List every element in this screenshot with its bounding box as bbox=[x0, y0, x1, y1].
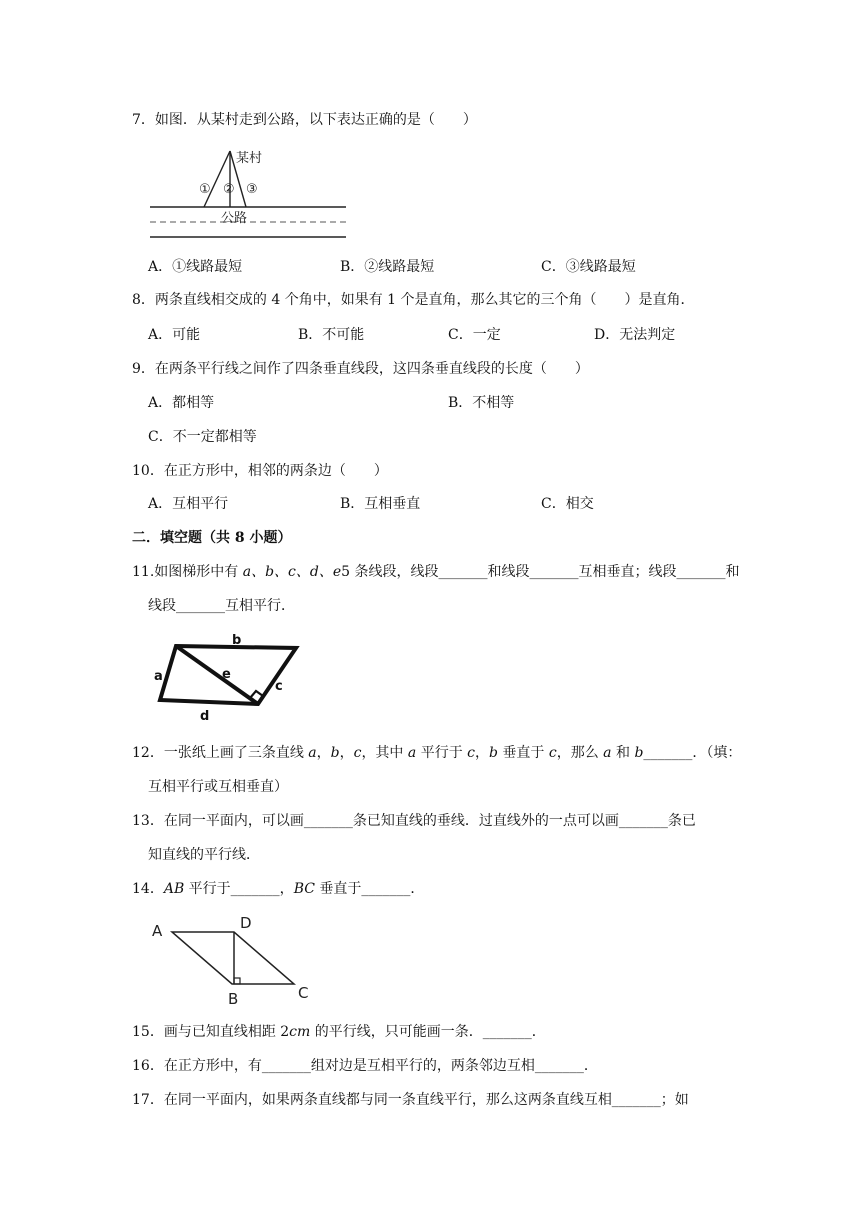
segment-b-label: b bbox=[232, 633, 242, 648]
q7-figure bbox=[148, 145, 348, 243]
village-label: 某村 bbox=[236, 151, 263, 166]
road-label: 公路 bbox=[221, 211, 248, 226]
segment-a-label: a bbox=[154, 669, 163, 684]
q13-line1: 13．在同一平面内，可以画_______条已知直线的垂线．过直线外的一点可以画_______条已 bbox=[132, 813, 696, 829]
q8-option-b: B．不可能 bbox=[298, 327, 365, 343]
q14-segment-ab: AB bbox=[163, 881, 185, 897]
q12-text: ，那么 bbox=[556, 745, 604, 761]
q8-option-a: A．可能 bbox=[148, 327, 201, 343]
q12-var: c bbox=[548, 745, 557, 761]
q14-stem bbox=[132, 879, 424, 899]
q16-stem: 16．在正方形中，有_______组对边是互相平行的，两条邻边互相_______． bbox=[132, 1058, 598, 1074]
q10-option-c: C．相交 bbox=[541, 496, 594, 512]
route-3-label: ③ bbox=[246, 182, 258, 197]
q17-stem: 17．在同一平面内，如果两条直线都与同一条直线平行，那么这两条直线互相_______；如 bbox=[132, 1092, 689, 1108]
q11-line1 bbox=[132, 562, 739, 582]
q10-stem: 10．在正方形中，相邻的两条边（ ） bbox=[132, 463, 388, 479]
q14-parallelogram-figure bbox=[148, 912, 318, 1008]
q11-text-2: 5 条线段，线段_______和线段_______互相垂直；线段_______和 bbox=[341, 564, 740, 580]
q8-stem: 8．两条直线相交成的 4 个角中，如果有 1 个是直角，那么其它的三个角（ ）是直角． bbox=[132, 292, 695, 308]
q10-option-a: A．互相平行 bbox=[148, 496, 229, 512]
q15-text: 15．画与已知直线相距 2 bbox=[132, 1024, 290, 1040]
q12-var: a bbox=[308, 745, 317, 761]
q12-var: c bbox=[353, 745, 362, 761]
q12-text: ，其中 bbox=[361, 745, 408, 761]
vertex-b-label: B bbox=[228, 990, 239, 1008]
q14-segment-bc: BC bbox=[293, 881, 315, 897]
section-heading: 二．填空题（共 8 小题） bbox=[132, 530, 292, 546]
q7-option-b: B．②线路最短 bbox=[340, 259, 435, 275]
segment-e-label: e bbox=[222, 667, 231, 682]
q15-text: 的平行线，只可能画一条．_______． bbox=[310, 1024, 546, 1040]
q9-option-b: B．不相等 bbox=[448, 395, 515, 411]
q12-text: 垂直于 bbox=[497, 745, 549, 761]
vertex-c-label: C bbox=[298, 984, 309, 1002]
q12-line2: 互相平行或互相垂直） bbox=[148, 779, 288, 795]
q12-var: b bbox=[489, 745, 498, 761]
q12-text: 12．一张纸上画了三条直线 bbox=[132, 745, 309, 761]
q12-text: ， bbox=[316, 745, 331, 761]
q12-text: ， bbox=[475, 745, 489, 761]
q8-option-d: D．无法判定 bbox=[594, 327, 676, 343]
route-1-label: ① bbox=[199, 182, 211, 197]
q11-text-1: 如图梯形中有 bbox=[154, 564, 243, 580]
q12-text: ， bbox=[339, 745, 354, 761]
q12-var: a bbox=[603, 745, 612, 761]
segment-d-label: d bbox=[200, 709, 210, 724]
q14-text: 平行于_______， bbox=[184, 881, 294, 897]
q13-line2: 知直线的平行线． bbox=[148, 847, 260, 863]
q11-trapezoid-figure bbox=[150, 632, 306, 724]
q14-number: 14． bbox=[132, 881, 164, 897]
q12-var: c bbox=[467, 745, 475, 761]
q7-option-a: A．①线路最短 bbox=[148, 259, 243, 275]
q15-stem bbox=[132, 1022, 546, 1042]
q12-text: 平行于 bbox=[416, 745, 468, 761]
q12-text: 和 bbox=[611, 745, 635, 761]
q15-unit: cm bbox=[289, 1024, 311, 1040]
q10-option-b: B．互相垂直 bbox=[340, 496, 421, 512]
q9-option-a: A．都相等 bbox=[148, 395, 215, 411]
q12-var: b bbox=[330, 745, 340, 761]
q12-line1 bbox=[132, 743, 741, 763]
q11-line2: 线段_______互相平行． bbox=[148, 598, 295, 614]
vertex-a-label: A bbox=[152, 922, 163, 940]
q11-number: 11. bbox=[132, 564, 155, 580]
q14-text: 垂直于_______． bbox=[314, 881, 425, 897]
vertex-d-label: D bbox=[240, 914, 252, 932]
route-2-label: ② bbox=[223, 182, 235, 197]
q8-option-c: C．一定 bbox=[448, 327, 501, 343]
q12-text: _______．（填： bbox=[643, 745, 742, 761]
q9-option-c: C．不一定都相等 bbox=[148, 429, 257, 445]
q7-option-c: C．③线路最短 bbox=[541, 259, 636, 275]
q7-stem: 7．如图．从某村走到公路，以下表达正确的是（ ） bbox=[132, 112, 477, 128]
segment-c-label: c bbox=[275, 679, 283, 694]
q9-stem: 9．在两条平行线之间作了四条垂直线段，这四条垂直线段的长度（ ） bbox=[132, 361, 589, 377]
q12-var: a bbox=[407, 745, 417, 761]
q12-var: b bbox=[634, 745, 644, 761]
q11-variables: a、b、c、d、e bbox=[242, 564, 342, 580]
